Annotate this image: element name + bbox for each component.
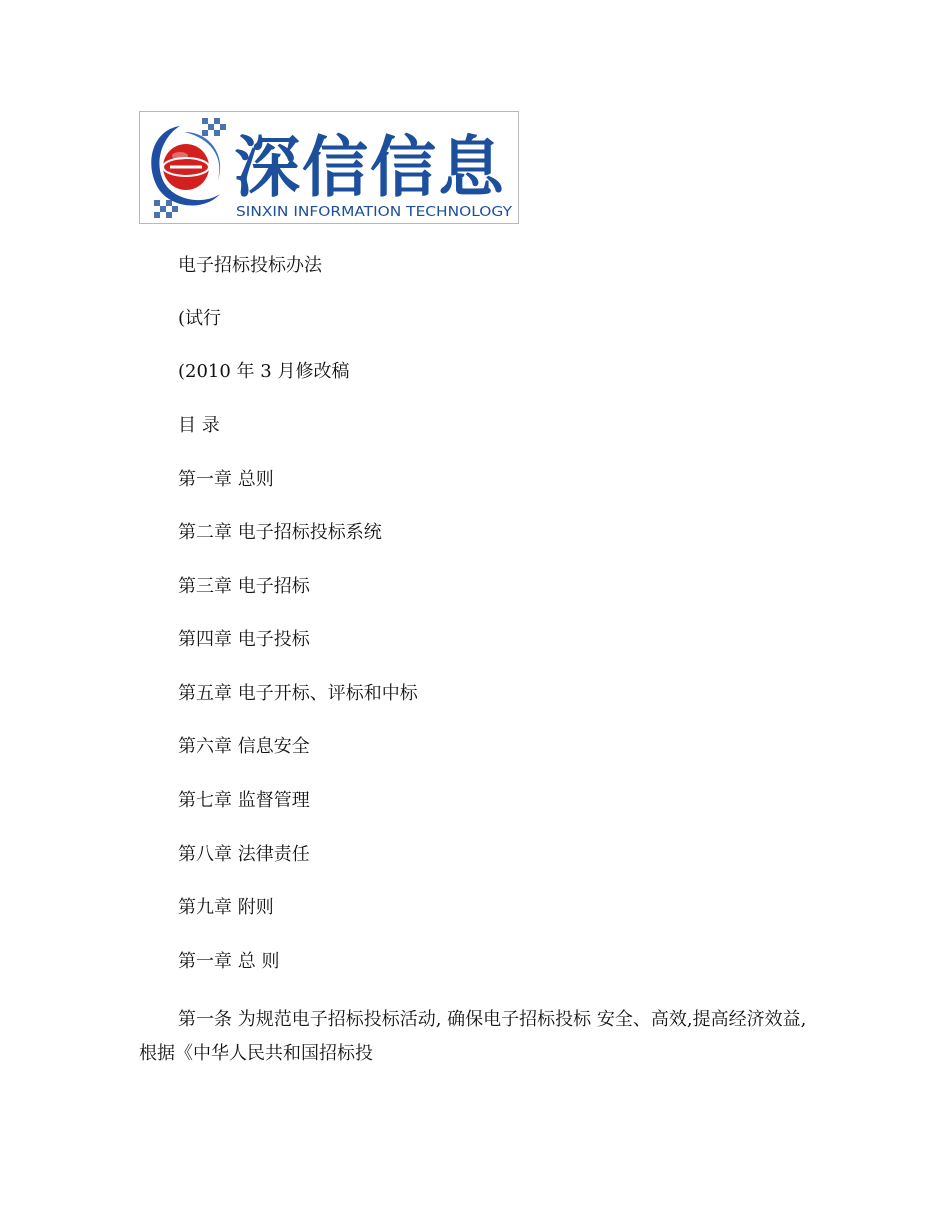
toc-item: 第五章 电子开标、评标和中标 <box>178 683 418 704</box>
toc-item: 第四章 电子投标 <box>178 629 310 650</box>
toc-item: 第一章 总则 <box>178 469 274 490</box>
article-paragraph: 第一条 为规范电子招标投标活动, 确保电子招标投标 安全、高效,提高经济效益,根据《中华人民共和国招标投 <box>139 1009 807 1064</box>
toc-item: 第八章 法律责任 <box>178 844 310 865</box>
trial-note: (试行 <box>178 308 222 329</box>
revision-note: (2010 年 3 月修改稿 <box>178 361 350 382</box>
chapter-heading: 第一章 总 则 <box>178 951 280 972</box>
toc-heading: 目 录 <box>178 415 220 436</box>
logo-chinese-name: 深信信息 <box>234 129 506 206</box>
document-title: 电子招标投标办法 <box>178 255 322 276</box>
toc-item: 第七章 监督管理 <box>178 790 310 811</box>
toc-item: 第二章 电子招标投标系统 <box>178 522 382 543</box>
toc-item: 第六章 信息安全 <box>178 736 310 757</box>
logo-graphic <box>140 112 519 224</box>
company-logo <box>139 111 519 224</box>
toc-item: 第九章 附则 <box>178 897 274 918</box>
toc-item: 第三章 电子招标 <box>178 576 310 597</box>
logo-english-name: SINXIN INFORMATION TECHNOLOGY <box>236 205 513 220</box>
